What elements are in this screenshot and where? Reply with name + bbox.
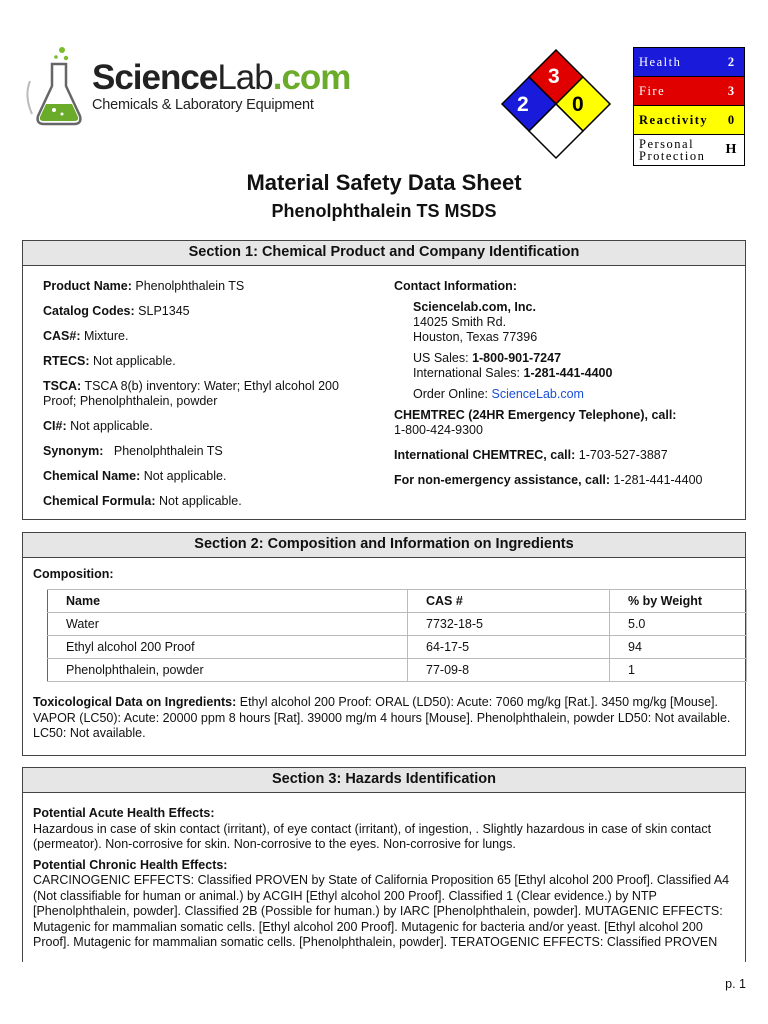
table-row: Phenolphthalein, powder 77-09-8 1	[48, 659, 747, 682]
chronic-effects-label: Potential Chronic Health Effects:	[33, 857, 228, 872]
nfpa-fire-value: 3	[548, 65, 560, 88]
composition-table	[47, 589, 747, 682]
non-emergency: For non-emergency assistance, call: 1-281-441-4400	[394, 473, 703, 487]
catalog-codes-field: Catalog Codes: SLP1345	[43, 304, 190, 318]
composition-label: Composition:	[33, 567, 114, 581]
hmis-rating-table	[633, 47, 745, 166]
table-row: Water 7732-18-5 5.0	[48, 613, 747, 636]
us-sales: US Sales: 1-800-901-7247	[413, 351, 562, 365]
col-cas: CAS #	[408, 590, 610, 613]
product-fields	[43, 279, 363, 519]
section-2	[22, 532, 746, 756]
document-title: Material Safety Data Sheet	[246, 170, 522, 195]
section-3	[22, 767, 746, 962]
nfpa-health-value: 2	[517, 93, 529, 116]
chemical-name-field: Chemical Name: Not applicable.	[43, 469, 227, 483]
hmis-reactivity-row: Reactivity 0	[634, 106, 744, 135]
page-number: p. 1	[725, 977, 746, 991]
hmis-health-row: Health 2	[634, 48, 744, 77]
synonym-field: Synonym: Phenolphthalein TS	[43, 444, 223, 458]
logo-tagline: Chemicals & Laboratory Equipment	[92, 97, 314, 113]
cas-field: CAS#: Mixture.	[43, 329, 129, 343]
col-name: Name	[48, 590, 408, 613]
section-2-heading: Section 2: Composition and Information on Ingredients	[23, 533, 745, 558]
chemtrec-phone: 1-800-424-9300	[394, 423, 483, 437]
sciencelab-link[interactable]: ScienceLab.com	[491, 387, 584, 401]
address-line-2: Houston, Texas 77396	[413, 330, 538, 344]
intl-sales: International Sales: 1-281-441-4400	[413, 366, 613, 380]
chronic-effects-text: CARCINOGENIC EFFECTS: Classified PROVEN by State of California Proposition 65 [Ethyl alcohol 200 Proof]. Classified A4 (Not classifiable for human or animal.) by ACGIH [Ethyl alcohol 200 Proof]. Classified 1 (Clear evidence.) by NTP [Phenolphthalein, powder]. Classified 2B (Possible for human.) by IARC [Phenolphthalein, powder]. MUTAGENIC EFFECTS: Mutagenic for mammalian somatic cells. [Ethyl alcohol 200 Proof]. Mutagenic for bacteria and/or yeast. [Ethyl alcohol 200 Proof]. Mutagenic for mammalian somatic cells. [Phenolphthalein, powder]. TERATOGENIC EFFECTS: Classified PROVEN	[33, 873, 730, 949]
chemtrec-label: CHEMTREC (24HR Emergency Telephone), call:	[394, 408, 677, 422]
intl-chemtrec: International CHEMTREC, call: 1-703-527-3887	[394, 448, 668, 462]
section-1-heading: Section 1: Chemical Product and Company Identification	[23, 241, 745, 266]
sciencelab-logo	[22, 46, 351, 136]
nfpa-reactivity-value: 0	[572, 93, 584, 116]
ci-field: CI#: Not applicable.	[43, 419, 153, 433]
chemical-formula-field: Chemical Formula: Not applicable.	[43, 494, 242, 508]
address-line-1: 14025 Smith Rd.	[413, 315, 507, 329]
table-header-row	[48, 590, 747, 613]
document-subtitle: Phenolphthalein TS MSDS	[271, 201, 497, 221]
tsca-field: TSCA: TSCA 8(b) inventory: Water; Ethyl alcohol 200 Proof; Phenolphthalein, powder	[43, 379, 339, 408]
product-name-field: Product Name: Phenolphthalein TS	[43, 279, 245, 293]
flask-icon	[22, 46, 92, 136]
contact-information	[394, 279, 734, 488]
col-weight: % by Weight	[610, 590, 747, 613]
section-3-heading: Section 3: Hazards Identification	[23, 768, 745, 793]
logo-brand: ScienceLab.com	[92, 58, 351, 97]
toxicological-data: Toxicological Data on Ingredients: Ethyl alcohol 200 Proof: ORAL (LD50): Acute: 7060 mg/kg [Rat.]. 3450 mg/kg [Mouse]. VAPOR (LC50): Acute: 20000 ppm 8 hours [Rat]. 39000 mg/m 4 hours [Mouse]. Phenolphthalein, powder LD50: Not available. LC50: Not available.	[33, 695, 731, 740]
rtecs-field: RTECS: Not applicable.	[43, 354, 176, 368]
company-name: Sciencelab.com, Inc.	[413, 300, 536, 314]
order-online: Order Online: ScienceLab.com	[413, 387, 584, 401]
table-row: Ethyl alcohol 200 Proof 64-17-5 94	[48, 636, 747, 659]
nfpa-diamond	[500, 48, 612, 164]
contact-heading: Contact Information:	[394, 279, 517, 293]
hmis-fire-row: Fire 3	[634, 77, 744, 106]
hmis-ppe-row: Personal Protection H	[634, 135, 744, 165]
section-1	[22, 240, 746, 520]
acute-effects-label: Potential Acute Health Effects:	[33, 806, 215, 820]
acute-effects-text: Hazardous in case of skin contact (irritant), of eye contact (irritant), of ingestion, . Slightly hazardous in case of skin contact (permeator). Non-corrosive for skin. Non-corrosive to the eyes. Non-corrosive for lungs.	[33, 821, 712, 851]
